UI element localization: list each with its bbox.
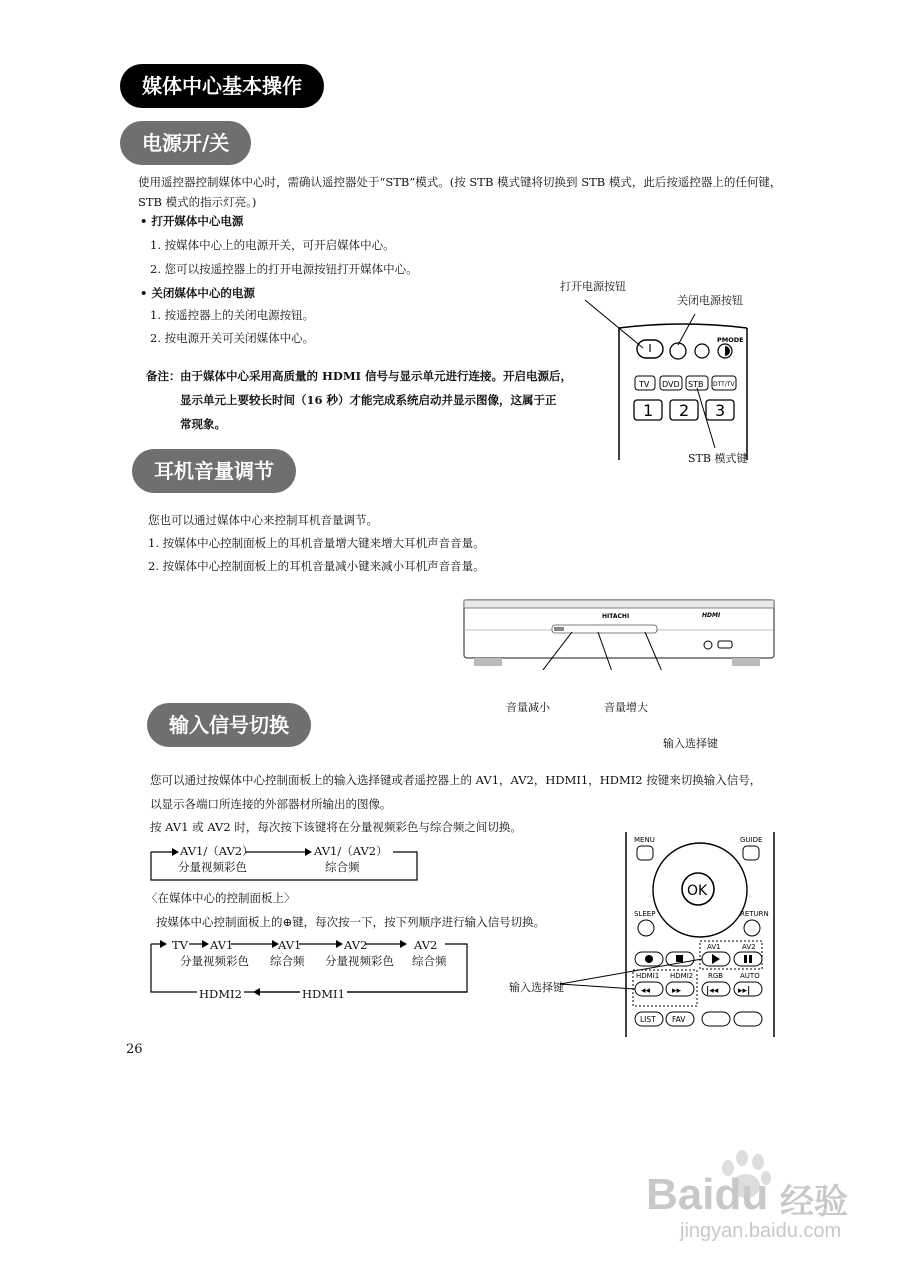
panel-title: 〈在媒体中心的控制面板上〉 [146,891,296,905]
flow2-node-4-top: AV2 [344,938,368,952]
note-line-2: 显示单元上要较长时间（16 秒）才能完成系统启动并显示图像，这属于正 [180,393,557,407]
control-buttons-strip [552,625,657,633]
headphone-step-2: 2. 按媒体中心控制面板上的耳机音量减小键来减小耳机声音音量。 [148,559,485,573]
remote-power-illustration [555,290,755,460]
svg-text:AV2: AV2 [742,943,756,951]
section-heading-headphone: 耳机音量调节 [132,449,296,493]
usb-port [718,641,732,648]
watermark-url: jingyan.baidu.com [680,1220,842,1242]
svg-text:DTT/TV: DTT/TV [713,381,735,388]
svg-text:1: 1 [643,401,654,420]
svg-text:▸▸: ▸▸ [672,986,682,996]
svg-text:▸▸|: ▸▸| [738,986,751,996]
power-off-step-2: 2. 按电源开关可关闭媒体中心。 [150,331,315,345]
svg-text:RGB: RGB [708,972,724,980]
power-on-title: • 打开媒体中心电源 [140,214,244,228]
headphone-jack [704,641,712,649]
label-input-select-remote: 输入选择键 [509,981,564,994]
svg-text:AUTO: AUTO [740,972,760,980]
flow1-node-2-top: AV1/（AV2） [314,844,388,858]
section-heading-power: 电源开/关 [120,121,251,165]
flow2-node-4-bottom: 分量视频彩色 [325,954,394,968]
headphone-step-1: 1. 按媒体中心控制面板上的耳机音量增大键来增大耳机声音音量。 [148,536,485,550]
svg-text:|◂◂: |◂◂ [706,986,719,996]
svg-text:2: 2 [679,401,690,420]
svg-text:SLEEP: SLEEP [634,910,656,918]
label-power-on-button: 打开电源按钮 [560,280,626,293]
power-intro: 使用遥控器控制媒体中心时，需确认遥控器处于“STB”模式。(按 STB 模式键将切换到 STB 模式，此后按遥控器上的任何键，STB 模式的指示灯亮。) [138,175,782,209]
av2-key [734,952,762,966]
power-off-title: • 关闭媒体中心的电源 [140,286,255,300]
svg-text:STB: STB [688,380,704,389]
media-center-front-panel [462,598,776,670]
device-brand: HITACHI [602,613,630,620]
split-key [702,1012,730,1026]
flow2-node-5-bottom: 综合频 [412,954,447,968]
svg-text:TV: TV [639,380,650,389]
flow1-node-1-top: AV1/（AV2） [180,844,254,858]
sleep-key [638,920,654,936]
label-volume-up: 音量增大 [604,701,648,714]
guide-key [743,846,759,860]
svg-text:OK: OK [687,883,708,899]
flow2-node-2-top: AV1 [210,938,234,952]
flow2-node-3-top: AV1 [278,938,302,952]
input-intro-line-1: 您可以通过按媒体中心控制面板上的输入选择键或者遥控器上的 AV1，AV2，HDMI1，HDMI2 按键来切换输入信号， [150,773,762,787]
device-hdmi-logo: HDMI [702,612,721,619]
teletext-key [734,1012,762,1026]
av-note: 按 AV1 或 AV2 时，每次按下该键将在分量视频彩色与综合频之间切换。 [150,820,522,834]
page-number: 26 [126,1042,143,1057]
power-on-step-2: 2. 您可以按遥控器上的打开电源按钮打开媒体中心。 [150,262,418,276]
remote-input-illustration [560,832,782,1037]
flow1-node-1-bottom: 分量视频彩色 [178,860,247,874]
label-input-select-panel: 输入选择键 [663,737,718,750]
headphone-intro: 您也可以通过媒体中心来控制耳机音量调节。 [148,513,378,527]
svg-text:HDMI1: HDMI1 [636,972,660,980]
menu-key [637,846,653,860]
pmode-label: PMODE [717,336,744,344]
note-line-3: 常现象。 [180,417,226,431]
section-heading-input: 输入信号切换 [147,703,311,747]
svg-text:RETURN: RETURN [740,910,769,918]
svg-text:FAV: FAV [672,1015,686,1024]
info-key [695,344,709,358]
flow2-return-hdmi1: HDMI1 [302,987,345,1001]
note-line-1: 由于媒体中心采用高质量的 HDMI 信号与显示单元进行连接。开启电源后， [180,369,572,383]
flow2-node-2-bottom: 分量视频彩色 [180,954,249,968]
flow1-node-2-bottom: 综合频 [325,860,360,874]
input-select-icon: ⊕ [282,915,293,929]
label-stb-mode-key: STB 模式键 [688,452,748,465]
watermark-brand: Baidu [646,1170,769,1219]
power-off-step-1: 1. 按遥控器上的关闭电源按钮。 [150,308,315,322]
label-volume-down: 音量减小 [506,701,550,714]
svg-text:DVD: DVD [662,380,680,389]
power-on-step-1: 1. 按媒体中心上的电源开关，可开启媒体中心。 [150,238,395,252]
svg-text:MENU: MENU [634,836,655,844]
flow2-node-tv: TV [172,938,188,952]
svg-text:3: 3 [715,401,726,420]
main-title: 媒体中心基本操作 [120,64,324,108]
flow2-node-5-top: AV2 [414,938,438,952]
return-key [744,920,760,936]
panel-description: 按媒体中心控制面板上的⊕键，每次按一下，按下列顺序进行输入信号切换。 [156,915,546,929]
note-label: 备注： [146,369,181,383]
svg-text:AV1: AV1 [707,943,721,951]
svg-text:GUIDE: GUIDE [740,836,763,844]
svg-text:◂◂: ◂◂ [641,986,651,996]
power-off-key [670,343,686,359]
flow2-node-3-bottom: 综合频 [270,954,305,968]
watermark-cn: 经验 [780,1183,848,1221]
label-power-off-button: 关闭电源按钮 [677,294,743,307]
svg-text:HDMI2: HDMI2 [670,972,694,980]
svg-text:LIST: LIST [640,1015,656,1024]
input-intro-line-2: 以显示各端口所连接的外部器材所输出的图像。 [150,797,392,811]
flow2-return-hdmi2: HDMI2 [199,987,242,1001]
